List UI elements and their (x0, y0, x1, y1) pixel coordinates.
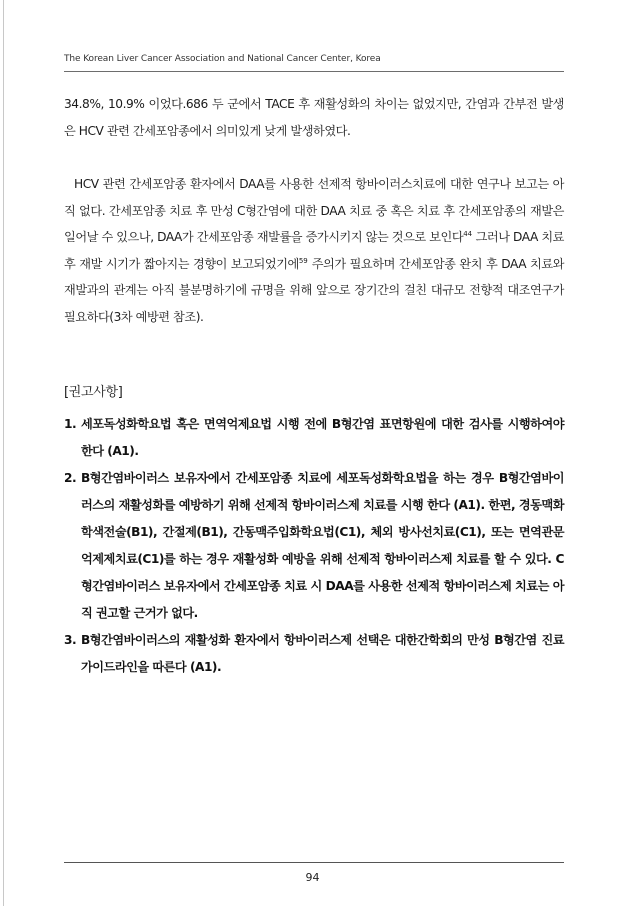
recommendation-item-3 (64, 627, 564, 681)
paragraph-2-part-3: 주의가 필요하며 간세포암종 완치 후 DAA 치료와 재발과의 관계는 아직 불분명하기에 규명을 위해 앞으로 장기간의 걸친 대규모 전향적 대조연구가 필요하다(3차 예방편 참조). (64, 256, 564, 324)
page-number: 94 (305, 871, 320, 884)
recommendation-item-1 (64, 411, 564, 465)
page-edge-line (3, 0, 4, 906)
recommendations-heading: [권고사항] (64, 385, 123, 400)
paragraph-2-part-1: HCV 관련 간세포암종 환자에서 DAA를 사용한 선제적 항바이러스치료에 대한 연구나 보고는 아직 없다. 간세포암종 치료 후 만성 C형간염에 대한 DAA 치료 중 혹은 치료 후 간세포암종의 재발은 일어날 수 있으나, DAA가 간세포암종 재발률을 증가시키지 않는 것으로 보인다 (64, 177, 564, 244)
footer-divider (64, 862, 564, 863)
recommendation-item-2 (64, 465, 564, 627)
paragraph-2 (64, 171, 564, 330)
paragraph-1: 34.8%, 10.9% 이었다.686 두 군에서 TACE 후 재활성화의 차이는 없었지만, 간염과 간부전 발생은 HCV 관련 간세포암종에서 의미있게 낮게 발생하였다. (64, 97, 564, 138)
recommendation-number: 3. (64, 633, 77, 647)
recommendation-number: 1. (64, 417, 77, 431)
paragraph-2-part-2: 그러나 DAA 치료 후 재발 시기가 짧아지는 경향이 보고되었기에 (64, 230, 564, 271)
recommendation-text: B형간염바이러스의 재활성화 환자에서 항바이러스제 선택은 대한간학회의 만성 B형간염 진료 가이드라인을 따른다 (A1). (81, 633, 564, 674)
reference-44: 44 (463, 229, 473, 238)
recommendation-text: 세포독성화학요법 혹은 면역억제요법 시행 전에 B형간염 표면항원에 대한 검사를 시행하여야 한다 (A1). (81, 417, 564, 458)
recommendation-text: B형간염바이러스 보유자에서 간세포암종 치료에 세포독성화학요법을 하는 경우 B형간염바이러스의 재활성화를 예방하기 위해 선제적 항바이러스제 치료를 시행 한다 (A1). 한편, 경동맥화학색전술(B1), 간절제(B1), 간동맥주입화학요법(C1), 체외 방사선치료(C1), 또는 면역관문억제제치료(C1)를 하는 경우 재활성화 예방을 위해 선제적 항바이러스제 치료를 할 수 있다. C형간염바이러스 보유자에서 간세포암종 치료 시 DAA를 사용한 선제적 항바이러스제 치료는 아직 권고할 근거가 없다. (81, 471, 564, 620)
recommendations-list (64, 411, 564, 681)
header-divider (64, 71, 564, 72)
running-header: The Korean Liver Cancer Association and National Cancer Center, Korea (64, 54, 381, 64)
reference-59: 59 (298, 256, 308, 265)
recommendation-number: 2. (64, 471, 77, 485)
